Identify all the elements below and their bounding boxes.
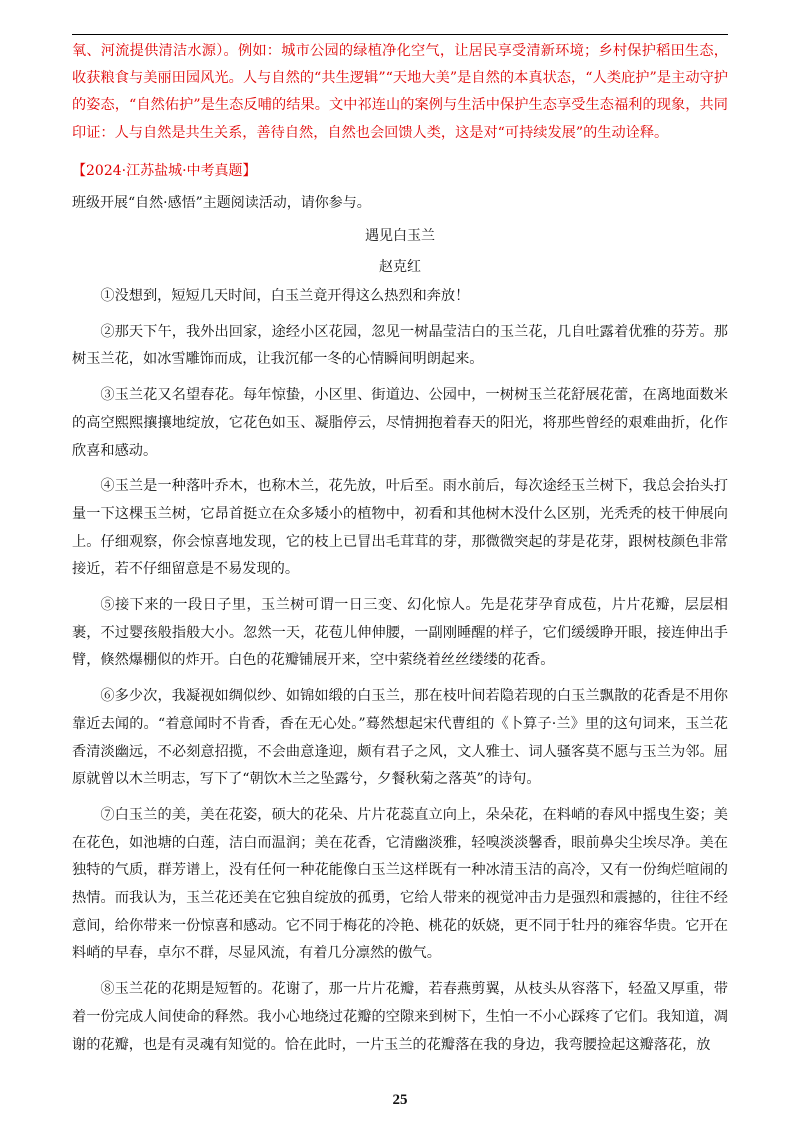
article-body: [72, 283, 728, 1067]
activity-intro: 班级开展“自然·感悟”主题阅读活动，请你参与。: [72, 195, 371, 211]
paragraph-6: ⑥多少次，我凝视如绸似纱、如锦如缎的白玉兰，那在枝叶间若隐若现的白玉兰飘散的花香是不用你靠近去闻的。“着意闻时不肯香，香在无心处。”蓦然想起宋代曹组的《卜算子·兰》里的这句词来，玉兰花香清淡幽远，不必刻意招揽，不会曲意逢迎，颇有君子之风，文人雅士、词人骚客莫不愿与玉兰为邻。屈原就曾以木兰明志，写下了“朝饮木兰之坠露兮，夕餐秋菊之落英”的诗句。: [72, 688, 728, 788]
page-number: 25: [392, 1092, 408, 1108]
answer-explanation: 氧、河流提供清洁水源）。例如：城市公园的绿植净化空气，让居民享受清新环境；乡村保护稻田生态，收获粮食与美丽田园风光。人与自然的“共生逻辑”“天地大美”是自然的本真状态，“人类庇护”是主动守护的姿态，“自然佑护”是生态反哺的结果。文中祁连山的案例与生活中保护生态享受生态福利的现象，共同印证：人与自然是共生关系，善待自然，自然也会回馈人类，这是对“可持续发展”的生动诠释。: [72, 43, 728, 141]
paragraph-3: ③玉兰花又名望春花。每年惊蛰，小区里、街道边、公园中，一树树玉兰花舒展花蕾，在离地面数米的高空熙熙攘攘地绽放，它花色如玉、凝脂停云，尽情拥抱着春天的阳光，将那些曾经的艰难曲折，化作欣喜和感动。: [72, 387, 728, 459]
top-rule: [72, 34, 728, 35]
paragraph-1: ①没想到，短短几天时间，白玉兰竟开得这么热烈和奔放！: [100, 288, 470, 304]
paragraph-2: ②那天下午，我外出回家，途经小区花园，忽见一树晶莹洁白的玉兰花，几自吐露着优雅的芬芳。那树玉兰花，如冰雪雕饰而成，让我沉郁一冬的心情瞬间明朗起来。: [72, 323, 728, 368]
paragraph-7: ⑦白玉兰的美，美在花姿，硕大的花朵、片片花蕊直立向上，朵朵花，在料峭的春风中摇曳生姿；美在花色，如池塘的白莲，洁白而温润；美在花香，它清幽淡雅，轻嗅淡淡馨香，眼前鼻尖尘埃尽净。美在独特的气质，群芳谱上，没有任何一种花能像白玉兰这样既有一种冰清玉洁的高冷，又有一份绚烂喧闹的热情。而我认为，玉兰花还美在它独自绽放的孤勇，它给人带来的视觉冲击力是强烈和震撼的，往往不经意间，给你带来一份惊喜和感动。它不同于梅花的冷艳、桃花的妖娆，更不同于牡丹的雍容华贵。它开在料峭的早春，卓尔不群，尽显风流，有着几分凛然的傲气。: [72, 806, 728, 962]
source-tag: 【2024·江苏盐城·中考真题】: [72, 163, 257, 179]
article-title: 遇见白玉兰: [365, 228, 435, 244]
article-author: 赵克红: [379, 259, 421, 275]
paragraph-5: ⑤接下来的一段日子里，玉兰树可谓一日三变、幻化惊人。先是花芽孕育成苞，片片花瓣，层层相裹，不过婴孩般指般大小。忽然一天，花苞儿伸伸腰，一副刚睡醒的样子，它们缓缓睁开眼，接连伸出手臂，倏然爆棚似的炸开。白色的花瓣铺展开来，空中萦绕着丝丝缕缕的花香。: [72, 597, 728, 669]
paragraph-4: ④玉兰是一种落叶乔木，也称木兰，花先放，叶后至。雨水前后，每次途经玉兰树下，我总会抬头打量一下这棵玉兰树，它昂首挺立在众多矮小的植物中，初看和其他树木没什么区别，光秃秃的枝干伸展向上。仔细观察，你会惊喜地发现，它的枝上已冒出毛茸茸的芽，那微微突起的芽是花芽，跟树枝颜色非常接近，若不仔细留意是不易发现的。: [72, 478, 728, 578]
paragraph-8: ⑧玉兰花的花期是短暂的。花谢了，那一片片花瓣，若春燕剪翼，从枝头从容落下，轻盈又厚重，带着一份完成人间使命的释然。我小心地绕过花瓣的空隙来到树下，生怕一不小心踩疼了它们。我知道，凋谢的花瓣，也是有灵魂有知觉的。恰在此时，一片玉兰的花瓣落在我的身边，我弯腰捡起这瓣落花，放: [72, 981, 728, 1053]
